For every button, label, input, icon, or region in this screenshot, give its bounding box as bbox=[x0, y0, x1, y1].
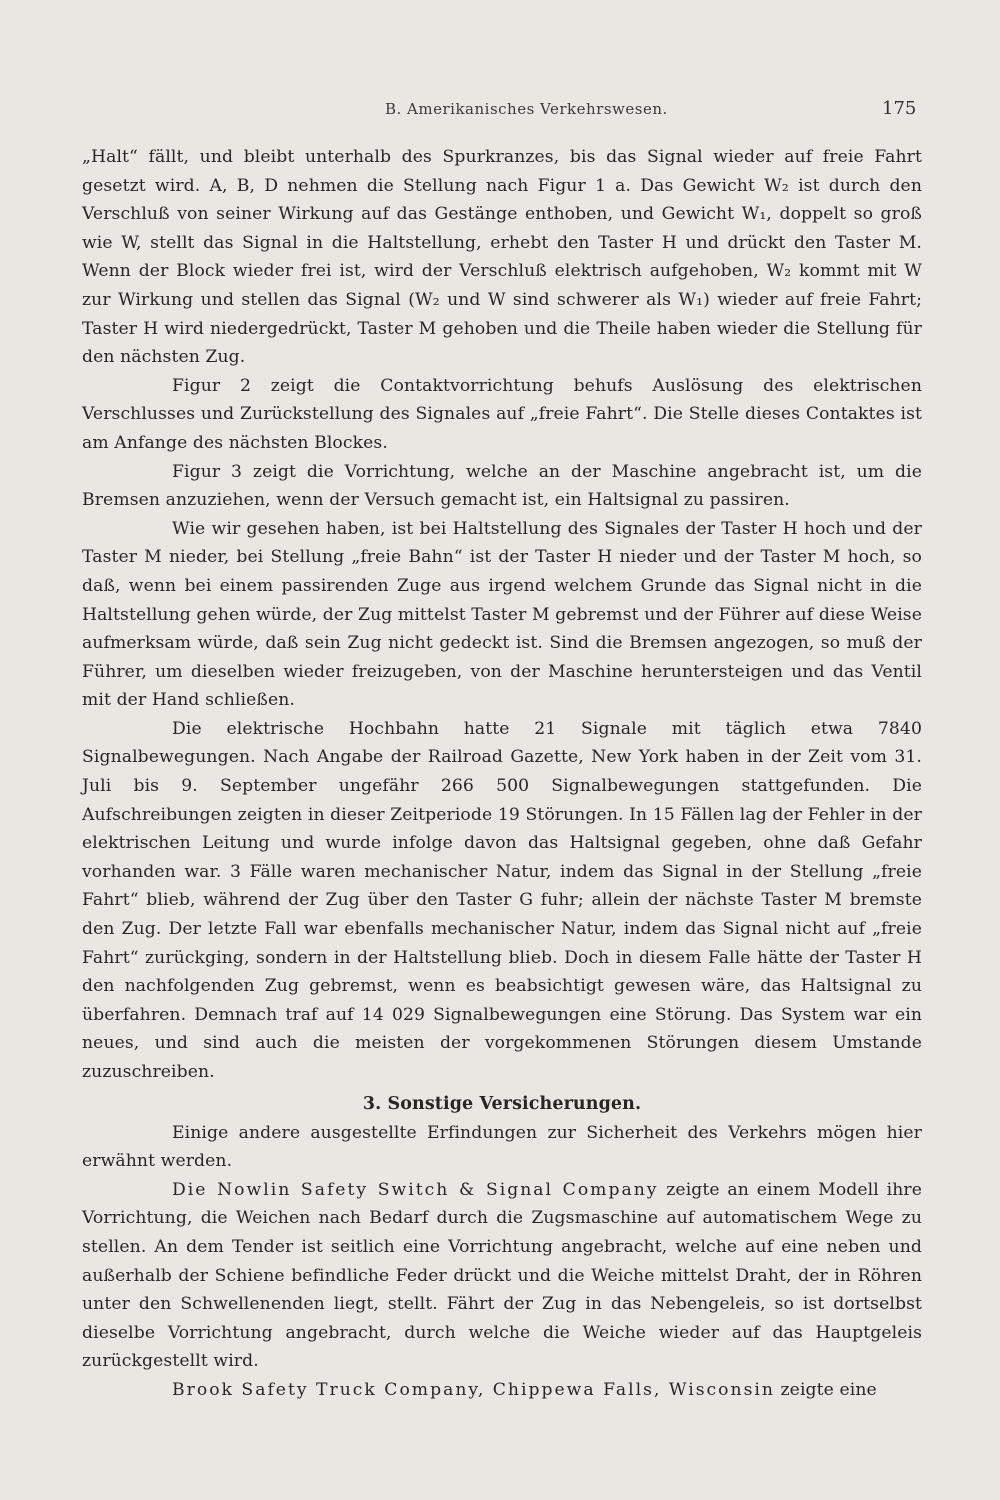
paragraph-2: Figur 2 zeigt die Contaktvorrichtung behufs Auslösung des elektrischen Verschlusses und Zurückstellung des Signales auf „freie Fahrt“. Die Stelle dieses Contaktes ist am Anfange des nächsten Blockes. bbox=[82, 375, 922, 453]
paragraph-5: Die elektrische Hochbahn hatte 21 Signale mit täglich etwa 7840 Signalbewegungen. Nach Angabe der Railroad Gazette, New York haben in der Zeit vom 31. Juli bis 9. September ungefähr 266 500 Signalbewegungen stattgefunden. Die Aufschreibungen zeigten in dieser Zeitperiode 19 Störungen. In 15 Fällen lag der Fehler in der elektrischen Leitung und wurde infolge davon das Haltsignal gegeben, ohne daß Gefahr vorhanden war. 3 Fälle waren mechanischer Natur, indem das Signal in der Stellung „freie Fahrt“ blieb, während der Zug über den Taster G fuhr; allein der nächste Taster M bremste den Zug. Der letzte Fall war ebenfalls mechanischer Natur, indem das Signal nicht auf „freie Fahrt“ zurückging, sondern in der Haltstellung blieb. Doch in diesem Falle hätte der Taster H den nachfolgenden Zug gebremst, wenn es beabsichtigt gewesen wäre, das Haltsignal zu überfahren. Demnach traf auf 14 029 Signalbewegungen eine Störung. Das System war ein neues, und sind auch die meisten der vorgekommenen Störungen diesem Umstande zuzuschreiben. bbox=[82, 718, 922, 1082]
section-heading: 3. Sonstige Versicherungen. bbox=[362, 1093, 642, 1114]
section-paragraph-1: Einige andere ausgestellte Erfindungen zur Sicherheit des Verkehrs mögen hier erwähnt werden. bbox=[82, 1122, 922, 1172]
section-paragraph-3-text: zeigte eine bbox=[774, 1379, 877, 1400]
paragraph-3: Figur 3 zeigt die Vorrichtung, welche an der Maschine angebracht ist, um die Bremsen anzuziehen, wenn der Versuch gemacht ist, ein Haltsignal zu passiren. bbox=[82, 461, 922, 511]
running-title: B. Amerikanisches Verkehrswesen. bbox=[385, 100, 668, 118]
paragraph-1: „Halt“ fällt, und bleibt unterhalb des Spurkranzes, bis das Signal wieder auf freie Fahrt gesetzt wird. A, B, D nehmen die Stellung nach Figur 1 a. Das Gewicht W₂ ist durch den Verschluß von seiner Wirkung auf das Gestänge enthoben, und Gewicht W₁, doppelt so groß wie W, stellt das Signal in die Haltstellung, erhebt den Taster H und drückt den Taster M. Wenn der Block wieder frei ist, wird der Verschluß elektrisch aufgehoben, W₂ kommt mit W zur Wirkung und stellen das Signal (W₂ und W sind schwerer als W₁) wieder auf freie Fahrt; Taster H wird niedergedrückt, Taster M gehoben und die Theile haben wieder die Stellung für den nächsten Zug. bbox=[82, 147, 922, 368]
company-name: Brook Safety Truck Company, Chippewa Falls, Wisconsin bbox=[172, 1379, 775, 1400]
page-body bbox=[82, 143, 922, 1405]
page-number: 175 bbox=[882, 98, 917, 119]
company-name: Die Nowlin Safety Switch & Signal Company bbox=[172, 1179, 659, 1200]
section-paragraph-2 bbox=[82, 1176, 922, 1376]
section-paragraph-3 bbox=[82, 1376, 922, 1405]
paragraph-4: Wie wir gesehen haben, ist bei Haltstellung des Signales der Taster H hoch und der Taster M nieder, bei Stellung „freie Bahn“ ist der Taster H nieder und der Taster M hoch, so daß, wenn bei einem passirenden Zuge aus irgend welchem Grunde das Signal nicht in die Haltstellung gehen würde, der Zug mittelst Taster M gebremst und der Führer auf diese Weise aufmerksam würde, daß sein Zug nicht gedeckt ist. Sind die Bremsen angezogen, so muß der Führer, um dieselben wieder freizugeben, von der Maschine heruntersteigen und das Ventil mit der Hand schließen. bbox=[82, 518, 922, 711]
section-paragraph-2-text: zeigte an einem Modell ihre Vorrichtung, die Weichen nach Bedarf durch die Zugsmaschine auf automatischem Wege zu stellen. An dem Tender ist seitlich eine Vorrichtung angebracht, welche auf eine neben und außerhalb der Schiene befindliche Feder drückt und die Weiche mittelst Draht, der in Röhren unter den Schwellenenden liegt, stellt. Fährt der Zug in das Nebengeleis, so ist dortselbst dieselbe Vorrichtung angebracht, durch welche die Weiche wieder auf das Hauptgeleis zurückgestellt wird. bbox=[82, 1179, 922, 1372]
